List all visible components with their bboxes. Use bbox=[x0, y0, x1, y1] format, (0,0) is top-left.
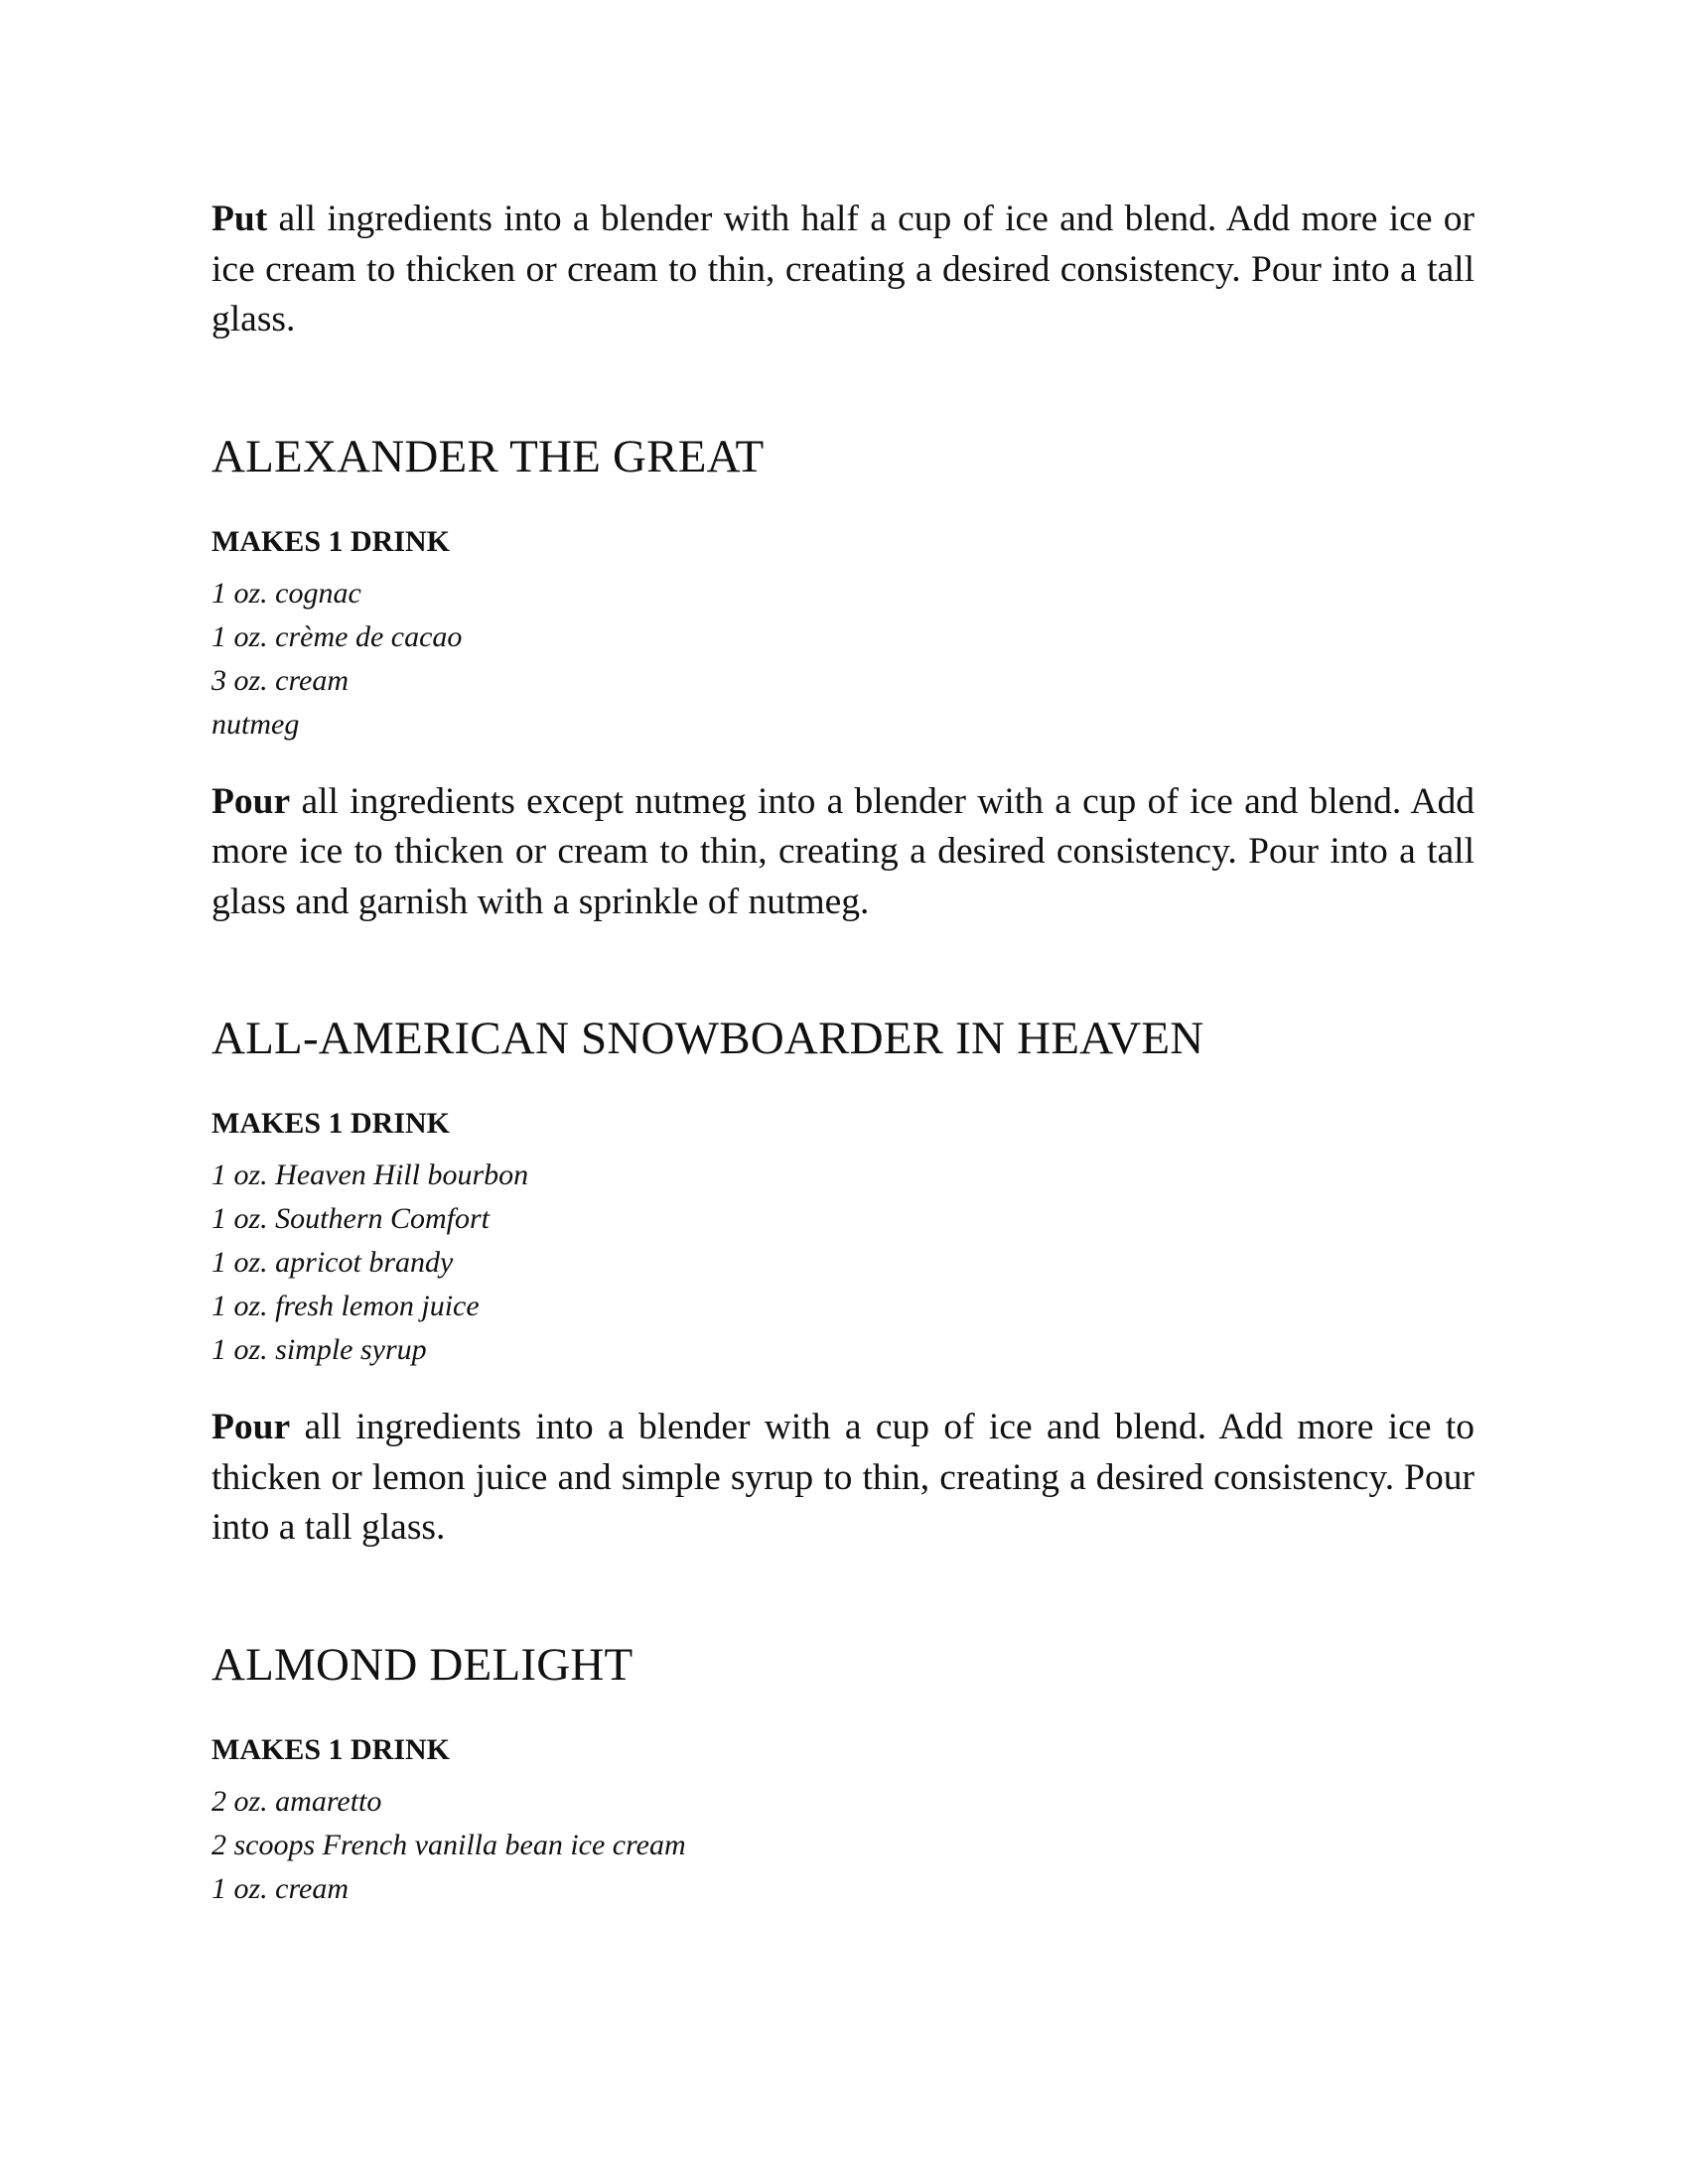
method-lead-word: Pour bbox=[211, 1407, 291, 1447]
recipe-yield: MAKES 1 DRINK bbox=[211, 524, 451, 558]
recipe-alexander-the-great bbox=[211, 429, 1475, 928]
ingredient-item: 1 oz. cream bbox=[211, 1871, 350, 1905]
method-text: all ingredients into a blender with a cup of ice and blend. Add more ice to thicken or lemon juice and simple syrup to thin, creating a desired consistency. Pour into a tall glass. bbox=[211, 1407, 1475, 1548]
recipe-title: ALEXANDER THE GREAT bbox=[211, 430, 765, 482]
ingredient-item: 1 oz. crème de cacao bbox=[211, 619, 463, 653]
recipe-title: ALMOND DELIGHT bbox=[211, 1638, 633, 1691]
ingredient-list bbox=[211, 1154, 1475, 1372]
ingredient-item: 1 oz. Southern Comfort bbox=[211, 1202, 491, 1235]
ingredient-item: 1 oz. cognac bbox=[211, 576, 361, 610]
page-content bbox=[211, 195, 1475, 1911]
intro-text: all ingredients into a blender with half a cup of ice and blend. Add more ice or ice cream to thicken or cream to thin, creating a desired consistency. Pour into a tall glass. bbox=[211, 199, 1475, 340]
recipe-yield: MAKES 1 DRINK bbox=[211, 1732, 451, 1766]
recipe-yield: MAKES 1 DRINK bbox=[211, 1107, 451, 1140]
ingredient-item: nutmeg bbox=[211, 707, 300, 741]
ingredient-list bbox=[211, 572, 1475, 747]
ingredient-item: 2 scoops French vanilla bean ice cream bbox=[211, 1828, 686, 1861]
recipe-method bbox=[211, 777, 1475, 928]
ingredient-list bbox=[211, 1780, 1475, 1911]
ingredient-item: 2 oz. amaretto bbox=[211, 1784, 382, 1818]
recipe-title: ALL-AMERICAN SNOWBOARDER IN HEAVEN bbox=[211, 1013, 1204, 1064]
method-lead-word: Pour bbox=[211, 780, 291, 822]
recipe-all-american-snowboarder bbox=[211, 1011, 1475, 1554]
intro-lead-word: Put bbox=[211, 199, 268, 239]
ingredient-item: 3 oz. cream bbox=[211, 663, 350, 697]
ingredient-item: 1 oz. simple syrup bbox=[211, 1333, 427, 1366]
intro-paragraph bbox=[211, 195, 1475, 345]
ingredient-item: 1 oz. Heaven Hill bourbon bbox=[211, 1159, 529, 1191]
ingredient-item: 1 oz. fresh lemon juice bbox=[211, 1290, 480, 1322]
recipe-almond-delight bbox=[211, 1637, 1475, 1911]
method-text: all ingredients except nutmeg into a blender with a cup of ice and blend. Add more ice to thicken or cream to thin, creating a desired consistency. Pour into a tall glass and garnish with a sprinkle of nutmeg. bbox=[211, 780, 1475, 922]
recipe-method bbox=[211, 1403, 1475, 1554]
ingredient-item: 1 oz. apricot brandy bbox=[211, 1246, 454, 1279]
